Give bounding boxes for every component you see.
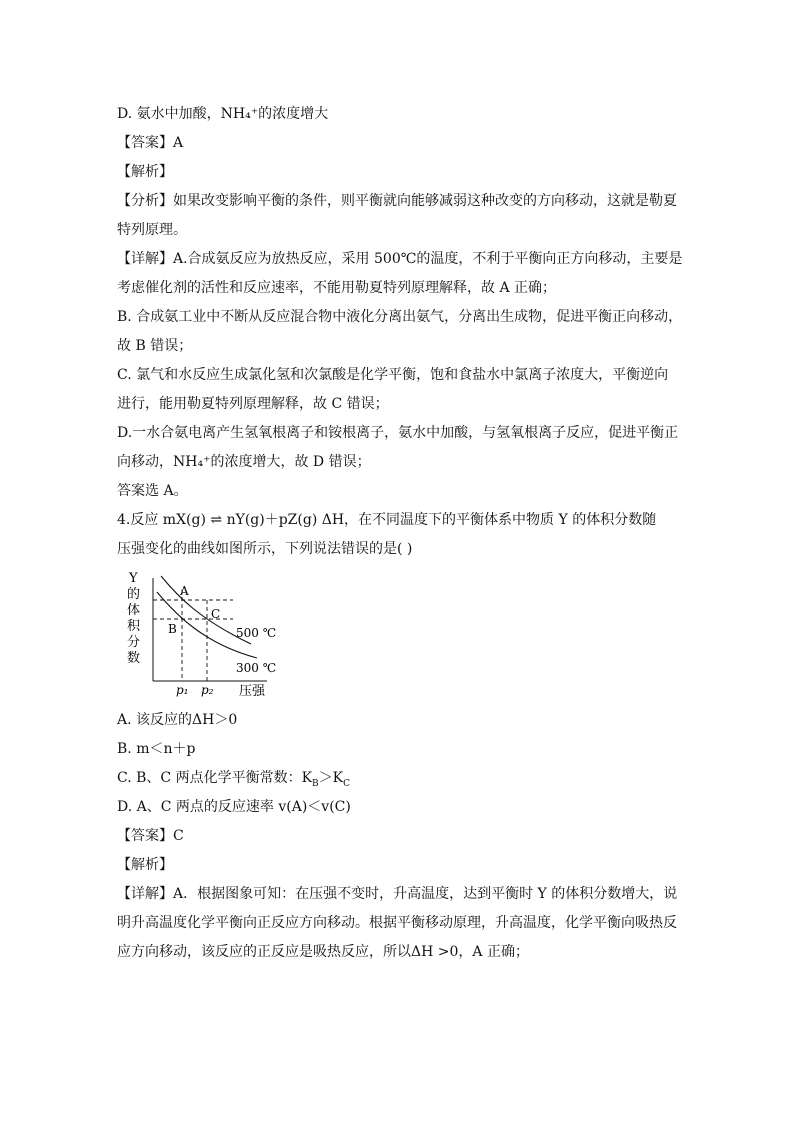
- q4-option-c-sub-c: C: [343, 778, 351, 789]
- q3-c-line-2: 进行，能用勒夏特列原理解释，故 C 错误；: [117, 396, 389, 412]
- q4-option-d: D. A、C 两点的反应速率 v(A)＜v(C): [117, 799, 351, 815]
- q3-detail-line-1: 【详解】A.合成氨反应为放热反应，采用 500℃的温度，不利于平衡向正方向移动，主要是: [117, 251, 683, 267]
- q4-analysis-heading: 【解析】: [117, 857, 173, 873]
- q3-analysis-heading: 【解析】: [117, 164, 173, 180]
- q4-detail-line-1: 【详解】A．根据图象可知：在压强不变时，升高温度，达到平衡时 Y 的体积分数增大，说: [117, 886, 678, 902]
- q4-option-c-text: C. B、C 两点化学平衡常数：K: [117, 770, 313, 786]
- y-label-char-4: 分: [127, 635, 141, 650]
- q4-option-c: [117, 764, 682, 793]
- q4-option-c-mid: ＞K: [318, 770, 344, 786]
- curve-500c-label: 500 ℃: [236, 626, 277, 640]
- q4-option-c-sub-b: B: [312, 778, 319, 789]
- y-label-char-1: 的: [127, 587, 141, 602]
- q4-stem-line-2: 压强变化的曲线如图所示，下列说法错误的是( ): [117, 541, 413, 557]
- curve-300c-label: 300 ℃: [236, 661, 277, 675]
- point-a-label: A: [180, 584, 189, 598]
- q4-figure: [121, 568, 291, 700]
- y-label-char-2: 体: [127, 603, 141, 618]
- x-axis-label: 压强: [239, 684, 266, 699]
- x-tick-p2: p₂: [201, 683, 214, 697]
- q3-b-line-1: B. 合成氨工业中不断从反应混合物中液化分离出氨气，分离出生成物，促进平衡正向移动，: [117, 309, 683, 325]
- q3-detail-line-2: 考虑催化剂的活性和反应速率，不能用勒夏特列原理解释，故 A 正确；: [117, 280, 557, 296]
- q4-detail-line-2: 明升高温度化学平衡向正反应方向移动。根据平衡移动原理，升高温度，化学平衡向吸热反: [117, 915, 677, 931]
- q3-d-line-2: 向移动，NH₄⁺的浓度增大，故 D 错误；: [117, 454, 371, 470]
- point-c-label: C: [211, 607, 221, 621]
- q3-conclusion: 答案选 A。: [117, 483, 188, 499]
- q4-option-b: B. m＜n＋p: [117, 741, 196, 757]
- q4-option-a: A. 该反应的ΔH＞0: [117, 712, 238, 728]
- x-tick-p1: p₁: [176, 683, 189, 697]
- q3-analysis-line-1: 【分析】如果改变影响平衡的条件，则平衡就向能够减弱这种改变的方向移动，这就是勒夏: [117, 193, 677, 209]
- y-label-char-3: 积: [127, 619, 141, 634]
- q3-answer: 【答案】A: [117, 135, 184, 151]
- q3-c-line-1: C. 氯气和水反应生成氯化氢和次氯酸是化学平衡，饱和食盐水中氯离子浓度大，平衡逆向: [117, 367, 669, 383]
- q4-stem-line-1: 4.反应 mX(g) ⇌ nY(g)＋pZ(g) ΔH，在不同温度下的平衡体系中物质 Y 的体积分数随: [117, 512, 657, 528]
- q4-answer: 【答案】C: [117, 828, 184, 844]
- q3-analysis-line-2: 特列原理。: [117, 222, 187, 238]
- point-b-label: B: [168, 622, 177, 636]
- page-content: [117, 100, 682, 967]
- q3-d-line-1: D.一水合氨电离产生氢氧根离子和铵根离子，氨水中加酸，与氢氧根离子反应，促进平衡正: [117, 425, 679, 441]
- y-label-char-0: Y: [129, 571, 138, 586]
- q3-b-line-2: 故 B 错误；: [117, 338, 193, 354]
- q4-figure-svg: [121, 568, 291, 700]
- q4-detail-line-3: 应方向移动，该反应的正反应是吸热反应，所以ΔH >0，A 正确；: [117, 944, 529, 960]
- q3-option-d: D. 氨水中加酸，NH₄⁺的浓度增大: [117, 106, 329, 122]
- y-label-char-5: 数: [127, 651, 141, 666]
